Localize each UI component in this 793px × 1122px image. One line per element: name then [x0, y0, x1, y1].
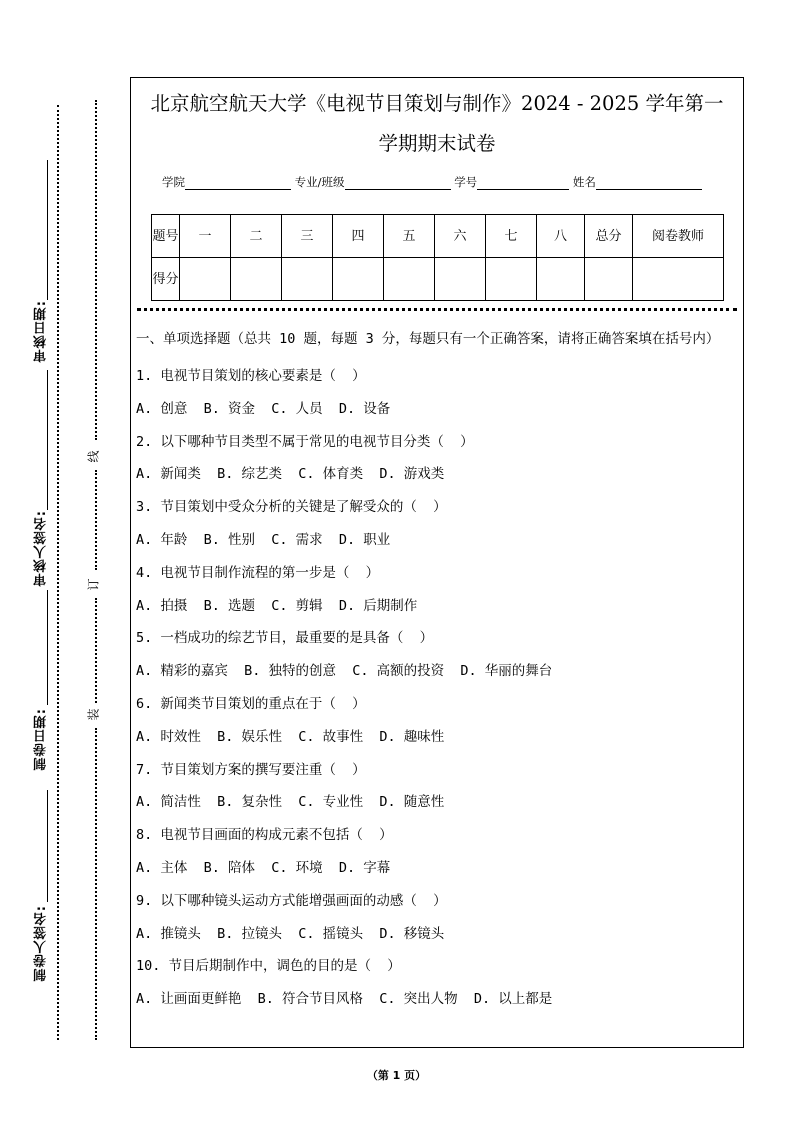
- score-cell[interactable]: [435, 258, 486, 301]
- question-1: 1. 电视节目策划的核心要素是（ ）: [136, 368, 366, 384]
- score-cell[interactable]: [333, 258, 384, 301]
- exam-title-line-2: 学期期末试卷: [378, 132, 496, 155]
- score-col-8: 八: [537, 215, 585, 258]
- maker-date-label: 制卷日期:: [34, 708, 49, 771]
- score-col-grader: 阅卷教师: [633, 215, 724, 258]
- question-4-options: A. 拍摄 B. 选题 C. 剪辑 D. 后期制作: [136, 597, 418, 614]
- score-col-6: 六: [435, 215, 486, 258]
- question-2-options: A. 新闻类 B. 综艺类 C. 体育类 D. 游戏类: [136, 466, 445, 483]
- question-7-options: A. 简洁性 B. 复杂性 C. 专业性 D. 随意性: [136, 794, 445, 811]
- exam-title-line-1: 北京航空航天大学《电视节目策划与制作》2024 - 2025 学年第一: [150, 92, 724, 115]
- question-8: 8. 电视节目画面的构成元素不包括（ ）: [136, 827, 393, 844]
- major-label: 专业/班级: [294, 175, 345, 189]
- student-id-field[interactable]: [477, 177, 569, 190]
- score-table-row2-label: 得分: [152, 258, 180, 301]
- question-8-options: A. 主体 B. 陪体 C. 环境 D. 字幕: [136, 859, 391, 876]
- score-cell[interactable]: [180, 258, 231, 301]
- binding-char-ding: 订: [86, 578, 101, 591]
- question-7: 7. 节目策划方案的撰写要注重（ ）: [136, 761, 366, 778]
- score-table-score-row: [152, 258, 724, 301]
- question-10: 10. 节目后期制作中，调色的目的是（ ）: [136, 958, 401, 975]
- binding-dotted-line-1: [95, 100, 97, 440]
- question-3-options: A. 年龄 B. 性别 C. 需求 D. 职业: [136, 531, 391, 548]
- dotted-separator: [137, 308, 737, 311]
- name-label: 姓名: [572, 175, 596, 189]
- college-label: 学院: [162, 175, 185, 189]
- score-col-3: 三: [282, 215, 333, 258]
- student-id-label: 学号: [454, 175, 478, 189]
- score-col-1: 一: [180, 215, 231, 258]
- score-col-5: 五: [384, 215, 435, 258]
- name-field[interactable]: [596, 177, 702, 190]
- maker-date-line: [47, 590, 48, 705]
- major-class-field[interactable]: [345, 177, 451, 190]
- section-1: [136, 328, 738, 1016]
- question-3: 3. 节目策划中受众分析的关键是了解受众的（ ）: [136, 499, 447, 516]
- question-4: 4. 电视节目制作流程的第一步是（ ）: [136, 564, 380, 581]
- binding-dotted-line-2: [95, 470, 97, 570]
- college-field[interactable]: [185, 177, 291, 190]
- score-cell[interactable]: [282, 258, 333, 301]
- reviewer-sign-label: 审核人签名:: [34, 510, 49, 587]
- binding-char-line: 线: [86, 450, 101, 463]
- score-col-total: 总分: [585, 215, 633, 258]
- question-5: 5. 一档成功的综艺节目，最重要的是具备（ ）: [136, 630, 434, 647]
- score-col-2: 二: [231, 215, 282, 258]
- binding-char-zhuang: 装: [86, 708, 101, 721]
- score-cell[interactable]: [384, 258, 435, 301]
- score-table: [151, 214, 724, 301]
- score-cell[interactable]: [231, 258, 282, 301]
- question-1-options: A. 创意 B. 资金 C. 人员 D. 设备: [136, 400, 391, 417]
- reviewer-sign-line: [47, 370, 48, 510]
- maker-sign-line: [47, 790, 48, 902]
- section-1-heading: 一、单项选择题（总共 10 题，每题 3 分，每题只有一个正确答案，请将正确答案填在括号内）: [136, 331, 720, 347]
- left-dotted-line: [57, 105, 59, 1040]
- exam-title: [131, 84, 743, 164]
- reviewer-date-line: [47, 160, 48, 300]
- score-table-header-row: [152, 215, 724, 258]
- question-9: 9. 以下哪种镜头运动方式能增强画面的动感（ ）: [136, 892, 447, 909]
- score-table-row1-label: 题号: [152, 215, 180, 258]
- question-6: 6. 新闻类节目策划的重点在于（ ）: [136, 695, 366, 712]
- student-info-row: [162, 174, 722, 190]
- score-cell[interactable]: [633, 258, 724, 301]
- page-number: （第 1 页）: [366, 1069, 427, 1082]
- question-10-options: A. 让画面更鲜艳 B. 符合节目风格 C. 突出人物 D. 以上都是: [136, 991, 553, 1008]
- maker-sign-label: 制卷人签名:: [34, 905, 49, 982]
- score-cell[interactable]: [537, 258, 585, 301]
- question-6-options: A. 时效性 B. 娱乐性 C. 故事性 D. 趣味性: [136, 728, 445, 745]
- question-2: 2. 以下哪种节目类型不属于常见的电视节目分类（ ）: [136, 433, 474, 450]
- score-cell[interactable]: [585, 258, 633, 301]
- question-9-options: A. 推镜头 B. 拉镜头 C. 摇镜头 D. 移镜头: [136, 925, 445, 942]
- binding-dotted-line-3: [95, 598, 97, 703]
- score-cell[interactable]: [486, 258, 537, 301]
- question-5-options: A. 精彩的嘉宾 B. 独特的创意 C. 高额的投资 D. 华丽的舞台: [136, 663, 553, 680]
- score-col-7: 七: [486, 215, 537, 258]
- binding-dotted-line-4: [95, 728, 97, 1040]
- reviewer-date-label: 审核日期:: [34, 300, 49, 363]
- score-col-4: 四: [333, 215, 384, 258]
